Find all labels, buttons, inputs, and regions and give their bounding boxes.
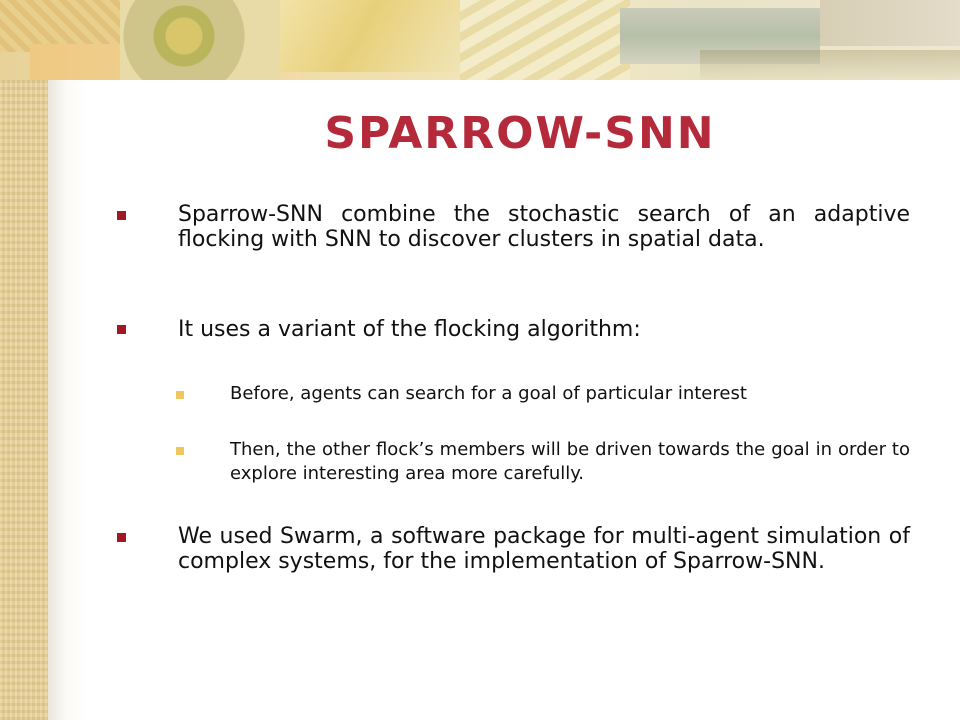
square-bullet-icon (117, 325, 126, 334)
decor-tile (460, 0, 630, 80)
decor-tile (820, 0, 960, 46)
decor-leaves-tile (700, 50, 960, 80)
slide-title: SPARROW-SNN (324, 108, 716, 159)
square-bullet-icon (176, 391, 184, 399)
decor-tile (280, 0, 460, 72)
sub-bullet-text: Then, the other flock’s members will be driven towards the goal in order to explore interesting area more carefully. (230, 439, 910, 484)
bullet-text: We used Swarm, a software package for multi-agent simulation of complex systems, for the implementation of Sparrow-SNN. (178, 524, 910, 574)
decor-flower-tile (120, 0, 280, 80)
decorative-top-band (0, 0, 960, 80)
square-bullet-icon (117, 533, 126, 542)
bullet-text: It uses a variant of the flocking algorithm: (178, 317, 641, 342)
bullet-text: Sparrow-SNN combine the stochastic search of an adaptive flocking with SNN to discover clusters in spatial data. (178, 202, 910, 252)
square-bullet-icon (176, 447, 184, 455)
square-bullet-icon (117, 211, 126, 220)
sub-bullet-text: Before, agents can search for a goal of particular interest (230, 383, 747, 404)
